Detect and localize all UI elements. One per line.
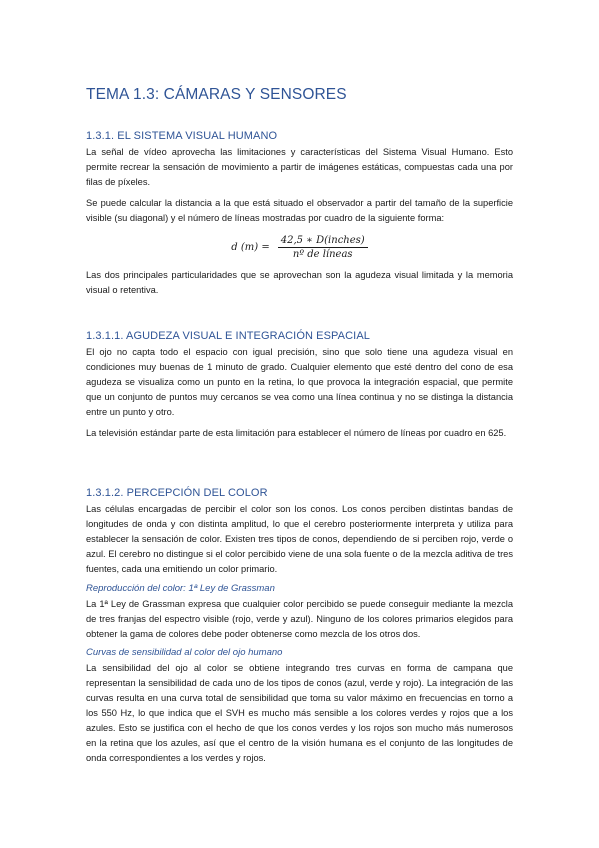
paragraph: El ojo no capta todo el espacio con igual precisión, sino que solo tiene una agudeza visual en condiciones muy buenas de 1 minuto de grado. Cualquier elemento que esté dentro del cono de esa agudeza se visualiza como un punto en la retina, lo que provoca la integración espacial, que permite que un conjunto de puntos muy cercanos se vea como una línea continua y no se distinga la distancia entre un punto y otro. <box>86 347 513 417</box>
paragraph: Las dos principales particularidades que se aprovechan son la agudeza visual limitada y la memoria visual o retentiva. <box>86 270 513 295</box>
page-title: TEMA 1.3: CÁMARAS Y SENSORES <box>86 86 347 103</box>
formula-fraction <box>278 235 368 260</box>
subheading-curvas-sensibilidad: Curvas de sensibilidad al color del ojo humano <box>86 647 283 658</box>
section-heading-agudeza-visual: 1.3.1.1. AGUDEZA VISUAL E INTEGRACIÓN ESPACIAL <box>86 330 370 342</box>
paragraph: Las células encargadas de percibir el color son los conos. Los conos perciben distintas bandas de longitudes de onda y con distinta amplitud, lo que el cerebro posteriormente interpreta y utiliza para establecer la sensación de color. Existen tres tipos de conos, dependiendo de si perciben rojo, verde o azul. El cerebro no distingue si el color percibido viene de una sola fuente o de la mezcla aditiva de tres fuentes, cada una emitiendo un color primario. <box>86 504 513 574</box>
section-heading-percepcion-color: 1.3.1.2. PERCEPCIÓN DEL COLOR <box>86 487 268 499</box>
paragraph: La sensibilidad del ojo al color se obtiene integrando tres curvas en forma de campana que representan la sensibilidad de cada uno de los tipos de conos (azul, verde y rojo). La integración de las curvas resulta en una curva total de sensibilidad que toma su valor máximo en frecuencias en torno a los 550 Hz, lo que indica que el SVH es mucho más sensible a los colores verdes y rojos que a los azules. Esto se justifica con el hecho de que los conos verdes y los rojos son mucho más numerosos en la retina que los azules, así que el centro de la visión humana es el conjunto de las longitudes de onda correspondientes a los verdes y rojos. <box>86 663 513 763</box>
formula-lhs: d (m) = <box>231 241 270 253</box>
paragraph: La 1ª Ley de Grassman expresa que cualquier color percibido se puede conseguir mediante la mezcla de tres franjas del espectro visible (rojo, verde y azul). Ninguno de los colores primarios elegidos para obtener la gama de colores debe poder obtenerse como mezcla de los otros dos. <box>86 599 513 639</box>
paragraph: Se puede calcular la distancia a la que está situado el observador a partir del tamaño de la superficie visible (su diagonal) y el número de líneas mostradas por cuadro de la siguiente forma: <box>86 198 513 223</box>
section-heading-sistema-visual: 1.3.1. EL SISTEMA VISUAL HUMANO <box>86 130 278 142</box>
formula-numerator: 42,5 ∗ D(inches) <box>278 235 368 248</box>
formula-denominator: nº de líneas <box>292 248 353 260</box>
paragraph: La televisión estándar parte de esta limitación para establecer el número de líneas por cuadro en 625. <box>86 428 507 438</box>
distance-formula <box>0 232 599 262</box>
paragraph: La señal de vídeo aprovecha las limitaciones y características del Sistema Visual Humano. Esto permite recrear la sensación de movimiento a partir de imágenes estáticas, compuestas cada una por filas de píxeles. <box>86 147 513 187</box>
subheading-grassman: Reproducción del color: 1ª Ley de Grassman <box>86 583 275 594</box>
